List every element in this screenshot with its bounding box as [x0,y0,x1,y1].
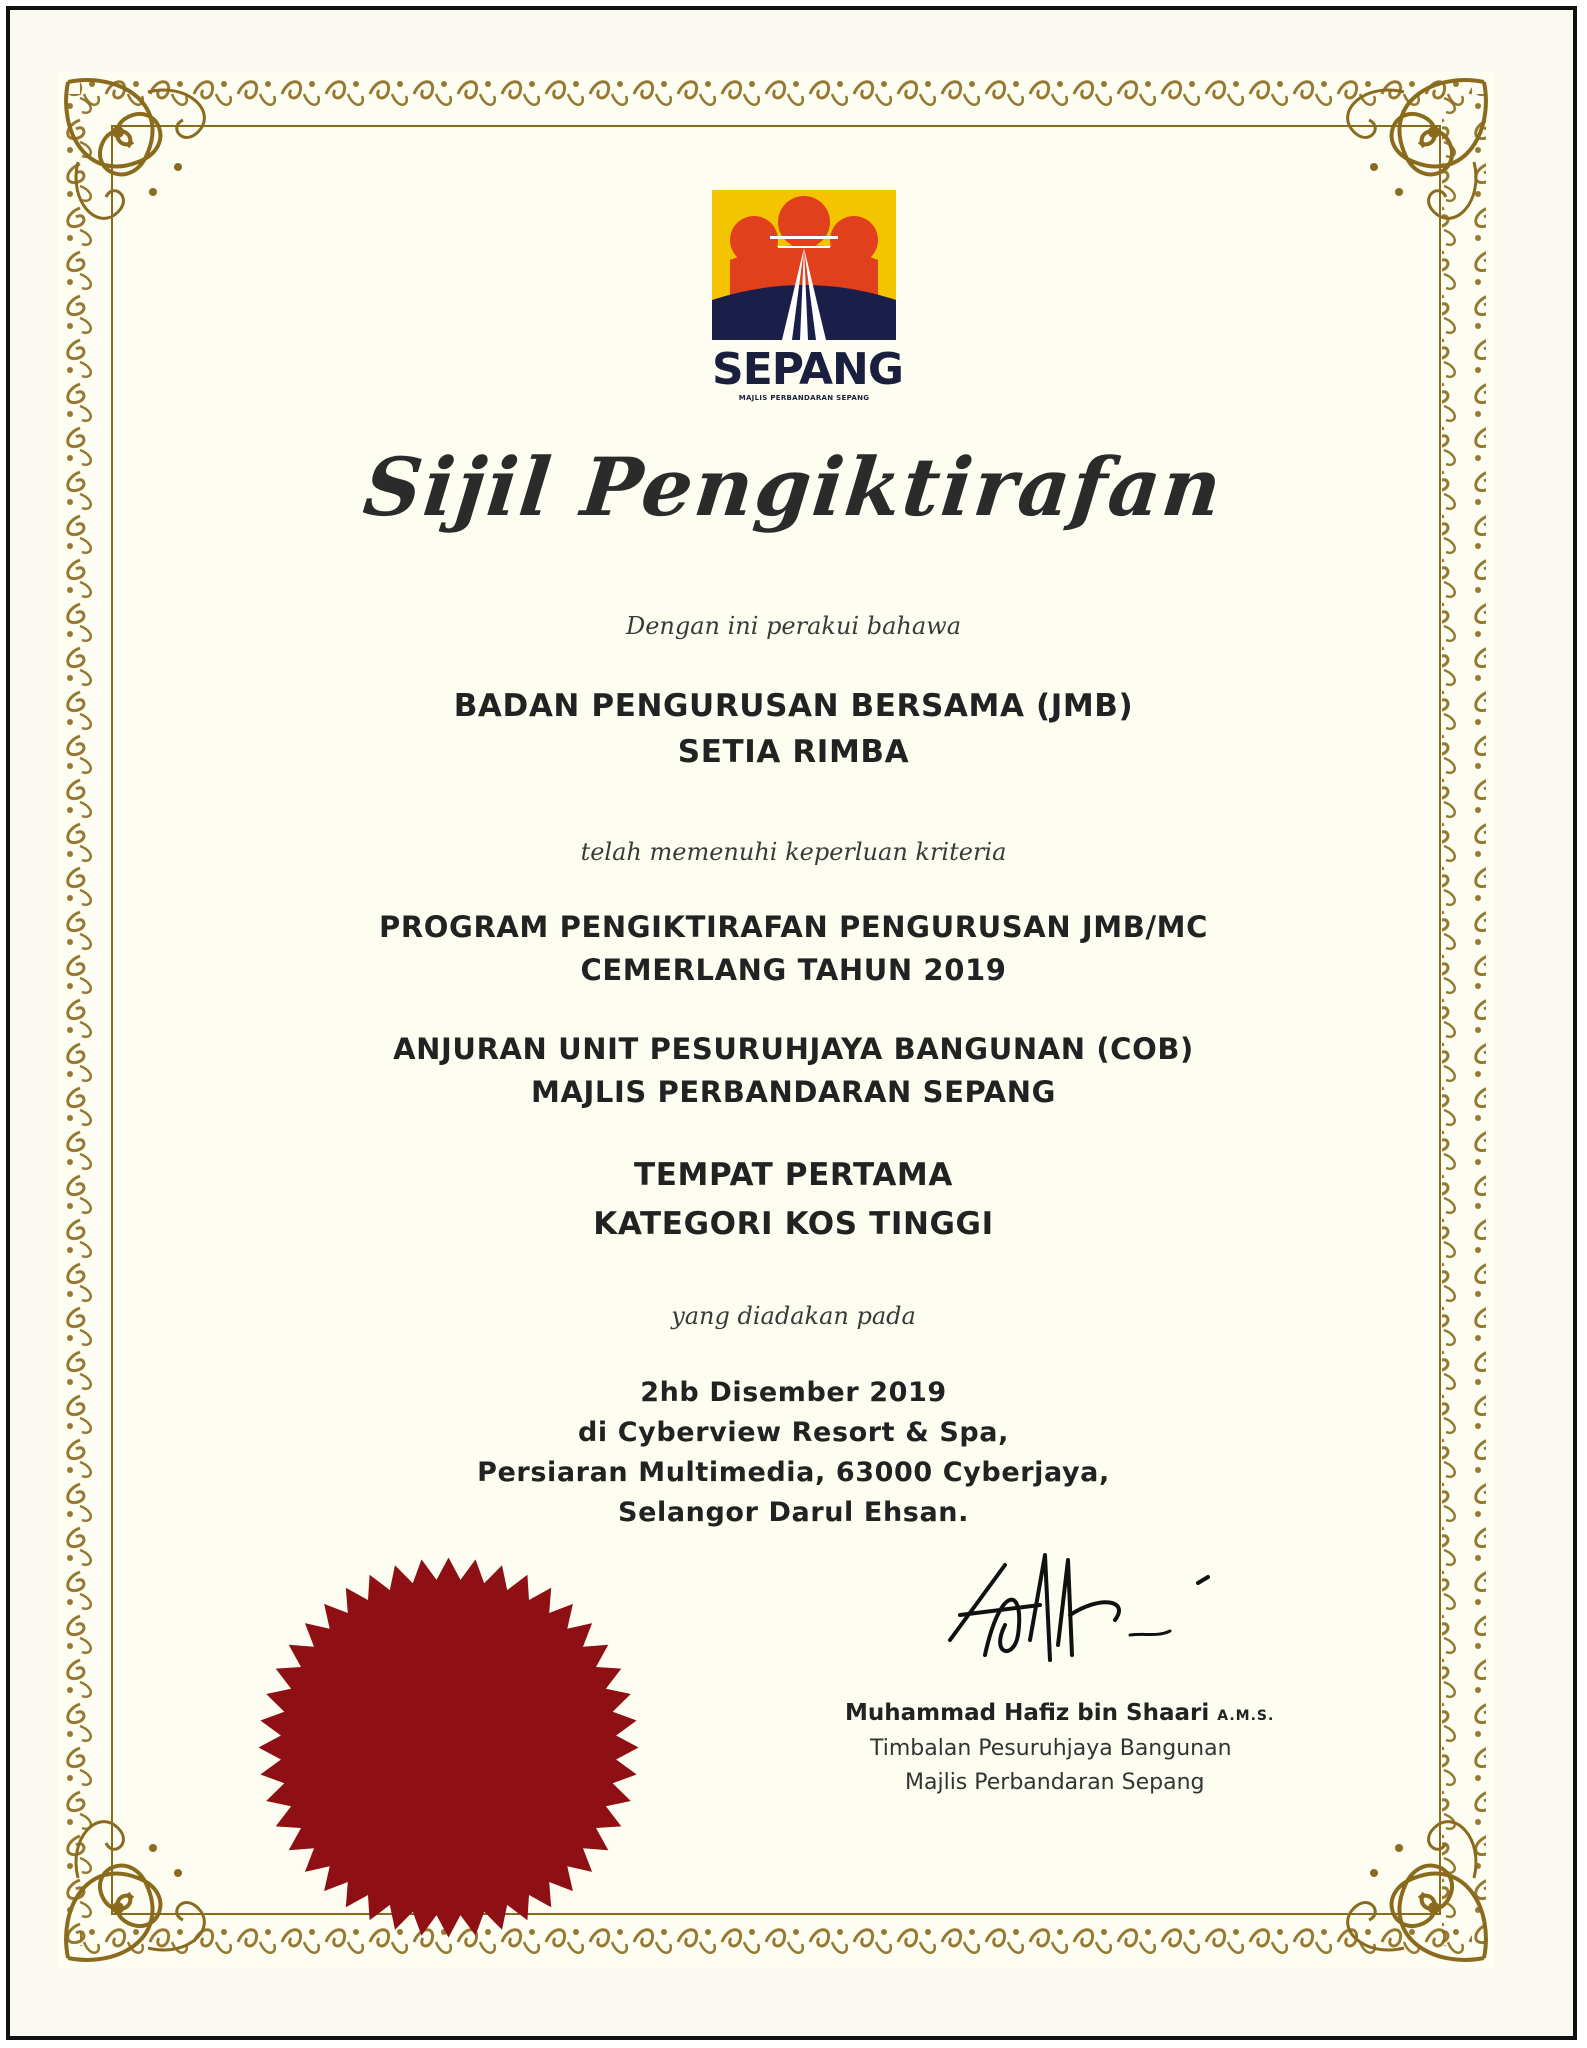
signatory-honorific: A.M.S. [1217,1708,1275,1724]
logo-wordmark: SEPANG [712,344,903,395]
organizer-line-2: MAJLIS PERBANDARAN SEPANG [530,1075,1057,1109]
handwritten-signature [930,1545,1220,1685]
event-address: Persiaran Multimedia, 63000 Cyberjaya, [477,1457,1110,1488]
criteria-text: telah memenuhi keperluan kriteria [580,838,1007,866]
program-line-1: PROGRAM PENGIKTIRAFAN PENGURUSAN JMB/MC [379,910,1208,944]
signatory-name-text: Muhammad Hafiz bin Shaari [845,1700,1210,1726]
red-wax-seal [256,1555,641,1940]
award-line-1: TEMPAT PERTAMA [634,1157,953,1193]
event-date: 2hb Disember 2019 [640,1377,947,1408]
signatory-role-line-2: Majlis Perbandaran Sepang [905,1770,1205,1795]
program-line-2: CEMERLANG TAHUN 2019 [580,953,1007,987]
held-text: yang diadakan pada [671,1302,916,1330]
event-state: Selangor Darul Ehsan. [618,1497,969,1528]
intro-text: Dengan ini perakui bahawa [625,612,962,640]
signatory-name [845,1700,1274,1726]
event-venue: di Cyberview Resort & Spa, [577,1417,1009,1448]
award-line-2: KATEGORI KOS TINGGI [593,1206,994,1242]
certificate-title: Sijil Pengiktirafan [359,440,1228,534]
recipient-line-1: BADAN PENGURUSAN BERSAMA (JMB) [453,688,1134,724]
organizer-line-1: ANJURAN UNIT PESURUHJAYA BANGUNAN (COB) [393,1032,1194,1066]
recipient-line-2: SETIA RIMBA [677,734,910,770]
signatory-role-line-1: Timbalan Pesuruhjaya Bangunan [870,1736,1232,1761]
sepang-logo [712,190,903,405]
sepang-logo-emblem [712,190,896,350]
logo-subtitle: MAJLIS PERBANDARAN SEPANG [738,394,870,402]
